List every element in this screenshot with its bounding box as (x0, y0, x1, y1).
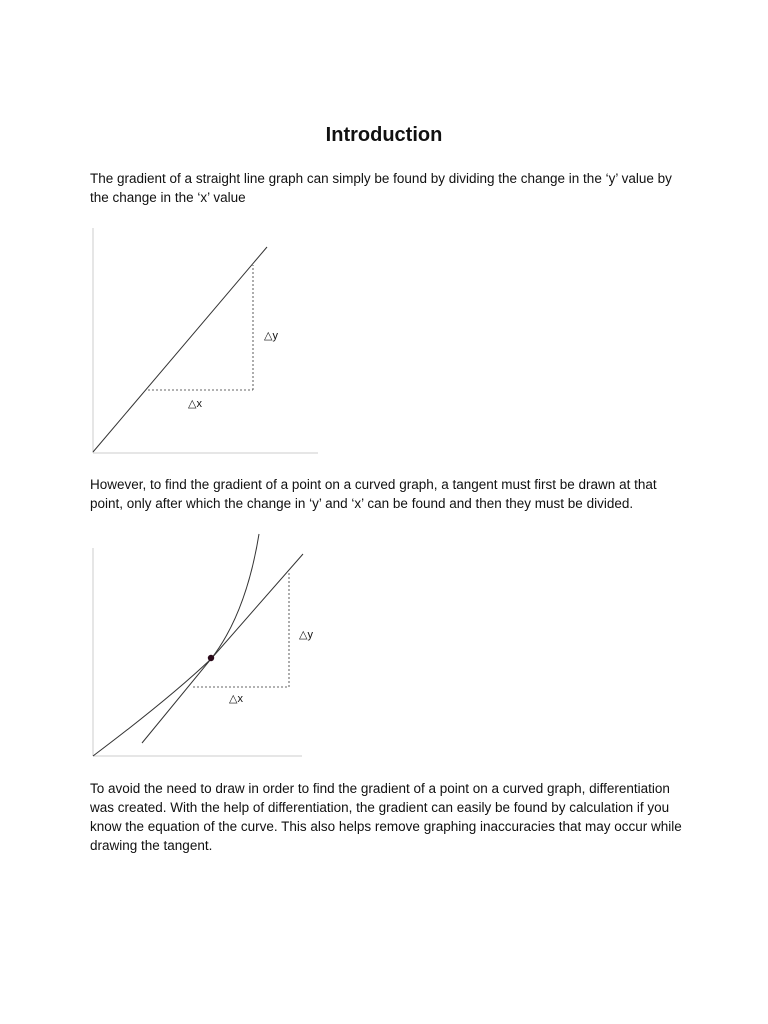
tangent-point (208, 655, 214, 661)
delta-x-label: △x (229, 693, 243, 705)
paragraph-straight-line: The gradient of a straight line graph can simply be found by dividing the change in the ‘y’ value by the change in the ‘x’ value (90, 171, 672, 205)
paragraph-curved-graph: However, to find the gradient of a point on a curved graph, a tangent must first be drawn at that point, only after which the change in ‘y’ and ‘x’ can be found and then they must be divided. (90, 477, 657, 511)
delta-y-label: △y (299, 629, 313, 641)
curve (142, 534, 259, 743)
delta-y-label: △y (264, 330, 278, 342)
tangent-line (93, 554, 303, 756)
paragraph-differentiation: To avoid the need to draw in order to find the gradient of a point on a curved graph, differentiation was created. With the help of differentiation, the gradient can easily be found by calculation if you know the equation of the curve. This also helps remove graphing inaccuracies that may occur while drawing the tangent. (90, 781, 682, 853)
page-title: Introduction (325, 124, 443, 146)
delta-x-label: △x (188, 398, 202, 410)
